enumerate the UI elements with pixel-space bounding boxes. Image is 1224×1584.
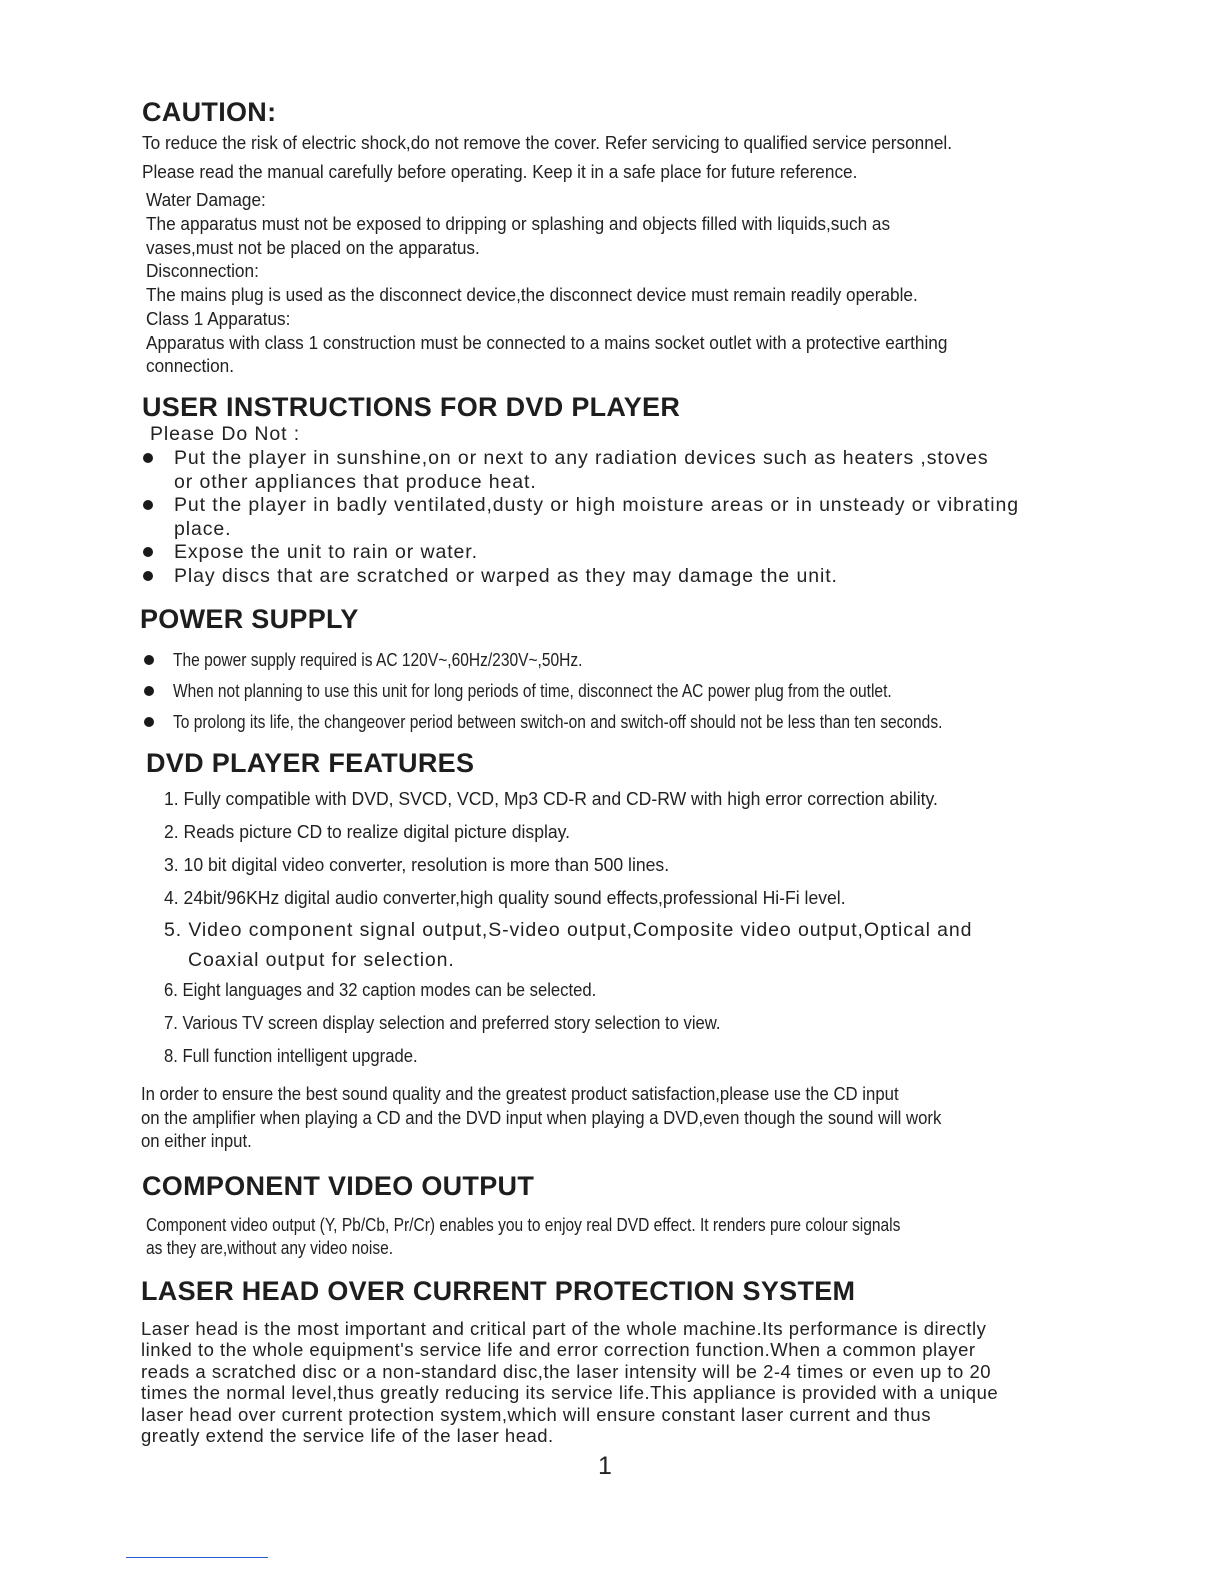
user-instructions-heading: USER INSTRUCTIONS FOR DVD PLAYER xyxy=(142,392,681,422)
bullet-icon xyxy=(143,571,153,581)
class1-line-1: Apparatus with class 1 construction must be connected to a mains socket outlet with a protective earthing xyxy=(146,332,948,353)
laser-line-2: linked to the whole equipment's service life and error correction function.When a common player xyxy=(141,1339,976,1360)
features-note-line-1: In order to ensure the best sound quality and the greatest product satisfaction,please use the CD input xyxy=(141,1083,899,1104)
features-heading: DVD PLAYER FEATURES xyxy=(146,748,475,778)
laser-line-1: Laser head is the most important and critical part of the whole machine.Its performance is directly xyxy=(141,1318,987,1339)
feature-5-line-2: Coaxial output for selection. xyxy=(188,949,455,971)
please-do-not-label: Please Do Not : xyxy=(150,423,301,445)
laser-line-5: laser head over current protection system,which will ensure constant laser current and thus xyxy=(141,1404,931,1425)
user-bullet-1-line-2: or other appliances that produce heat. xyxy=(174,471,537,493)
caution-heading: CAUTION: xyxy=(142,97,277,127)
laser-head-heading: LASER HEAD OVER CURRENT PROTECTION SYSTEM xyxy=(141,1276,856,1306)
component-video-heading: COMPONENT VIDEO OUTPUT xyxy=(142,1171,535,1201)
feature-7: 7. Various TV screen display selection and preferred story selection to view. xyxy=(164,1012,721,1033)
water-damage-label: Water Damage: xyxy=(146,189,266,210)
laser-line-4: times the normal level,thus greatly reducing its service life.This appliance is provided with a unique xyxy=(141,1382,999,1403)
user-bullet-2-line-2: place. xyxy=(174,518,232,540)
bullet-icon xyxy=(143,547,153,557)
footer-rule xyxy=(126,1557,268,1558)
features-note-line-3: on either input. xyxy=(141,1130,252,1151)
laser-line-6: greatly extend the service life of the laser head. xyxy=(141,1425,554,1446)
feature-5-line-1: 5. Video component signal output,S-video output,Composite video output,Optical and xyxy=(164,919,973,941)
bullet-icon xyxy=(143,453,153,463)
power-bullet-3: To prolong its life, the changeover period between switch-on and switch-off should not be less than ten seconds. xyxy=(173,711,943,732)
water-damage-line-1: The apparatus must not be exposed to dripping or splashing and objects filled with liquids,such as xyxy=(146,213,891,234)
caution-line-1: To reduce the risk of electric shock,do not remove the cover. Refer servicing to qualified service personnel. xyxy=(142,132,953,153)
bullet-icon xyxy=(144,686,154,696)
class1-label: Class 1 Apparatus: xyxy=(146,308,291,329)
user-bullet-2-line-1: Put the player in badly ventilated,dusty or high moisture areas or in unsteady or vibrating xyxy=(174,494,1019,516)
features-note-line-2: on the amplifier when playing a CD and the DVD input when playing a DVD,even though the sound will work xyxy=(141,1107,942,1128)
caution-line-2: Please read the manual carefully before operating. Keep it in a safe place for future reference. xyxy=(142,161,858,182)
power-bullet-2: When not planning to use this unit for long periods of time, disconnect the AC power plug from the outlet. xyxy=(173,680,892,701)
feature-3: 3. 10 bit digital video converter, resolution is more than 500 lines. xyxy=(164,854,670,875)
disconnection-line-1: The mains plug is used as the disconnect device,the disconnect device must remain readily operable. xyxy=(146,284,918,305)
feature-2: 2. Reads picture CD to realize digital picture display. xyxy=(164,821,571,842)
bullet-icon xyxy=(144,717,154,727)
disconnection-label: Disconnection: xyxy=(146,260,259,281)
power-supply-heading: POWER SUPPLY xyxy=(140,604,359,634)
feature-4: 4. 24bit/96KHz digital audio converter,high quality sound effects,professional Hi-Fi level. xyxy=(164,887,846,908)
bullet-icon xyxy=(144,655,154,665)
class1-line-2: connection. xyxy=(146,355,235,376)
water-damage-line-2: vases,must not be placed on the apparatus. xyxy=(146,237,480,258)
user-bullet-1-line-1: Put the player in sunshine,on or next to any radiation devices such as heaters ,stoves xyxy=(174,447,989,469)
feature-1: 1. Fully compatible with DVD, SVCD, VCD, Mp3 CD-R and CD-RW with high error correction ability. xyxy=(164,788,938,809)
component-line-1: Component video output (Y, Pb/Cb, Pr/Cr) enables you to enjoy real DVD effect. It renders pure colour signals xyxy=(146,1214,901,1235)
power-bullet-1: The power supply required is AC 120V~,60Hz/230V~,50Hz. xyxy=(173,649,583,670)
component-line-2: as they are,without any video noise. xyxy=(146,1237,394,1258)
bullet-icon xyxy=(143,500,153,510)
page-number: 1 xyxy=(598,1452,612,1480)
laser-line-3: reads a scratched disc or a non-standard disc,the laser intensity will be 2-4 times or even up to 20 xyxy=(141,1361,992,1382)
user-bullet-3: Expose the unit to rain or water. xyxy=(174,541,478,563)
user-bullet-4: Play discs that are scratched or warped as they may damage the unit. xyxy=(174,565,838,587)
feature-8: 8. Full function intelligent upgrade. xyxy=(164,1045,418,1066)
feature-6: 6. Eight languages and 32 caption modes can be selected. xyxy=(164,979,597,1000)
